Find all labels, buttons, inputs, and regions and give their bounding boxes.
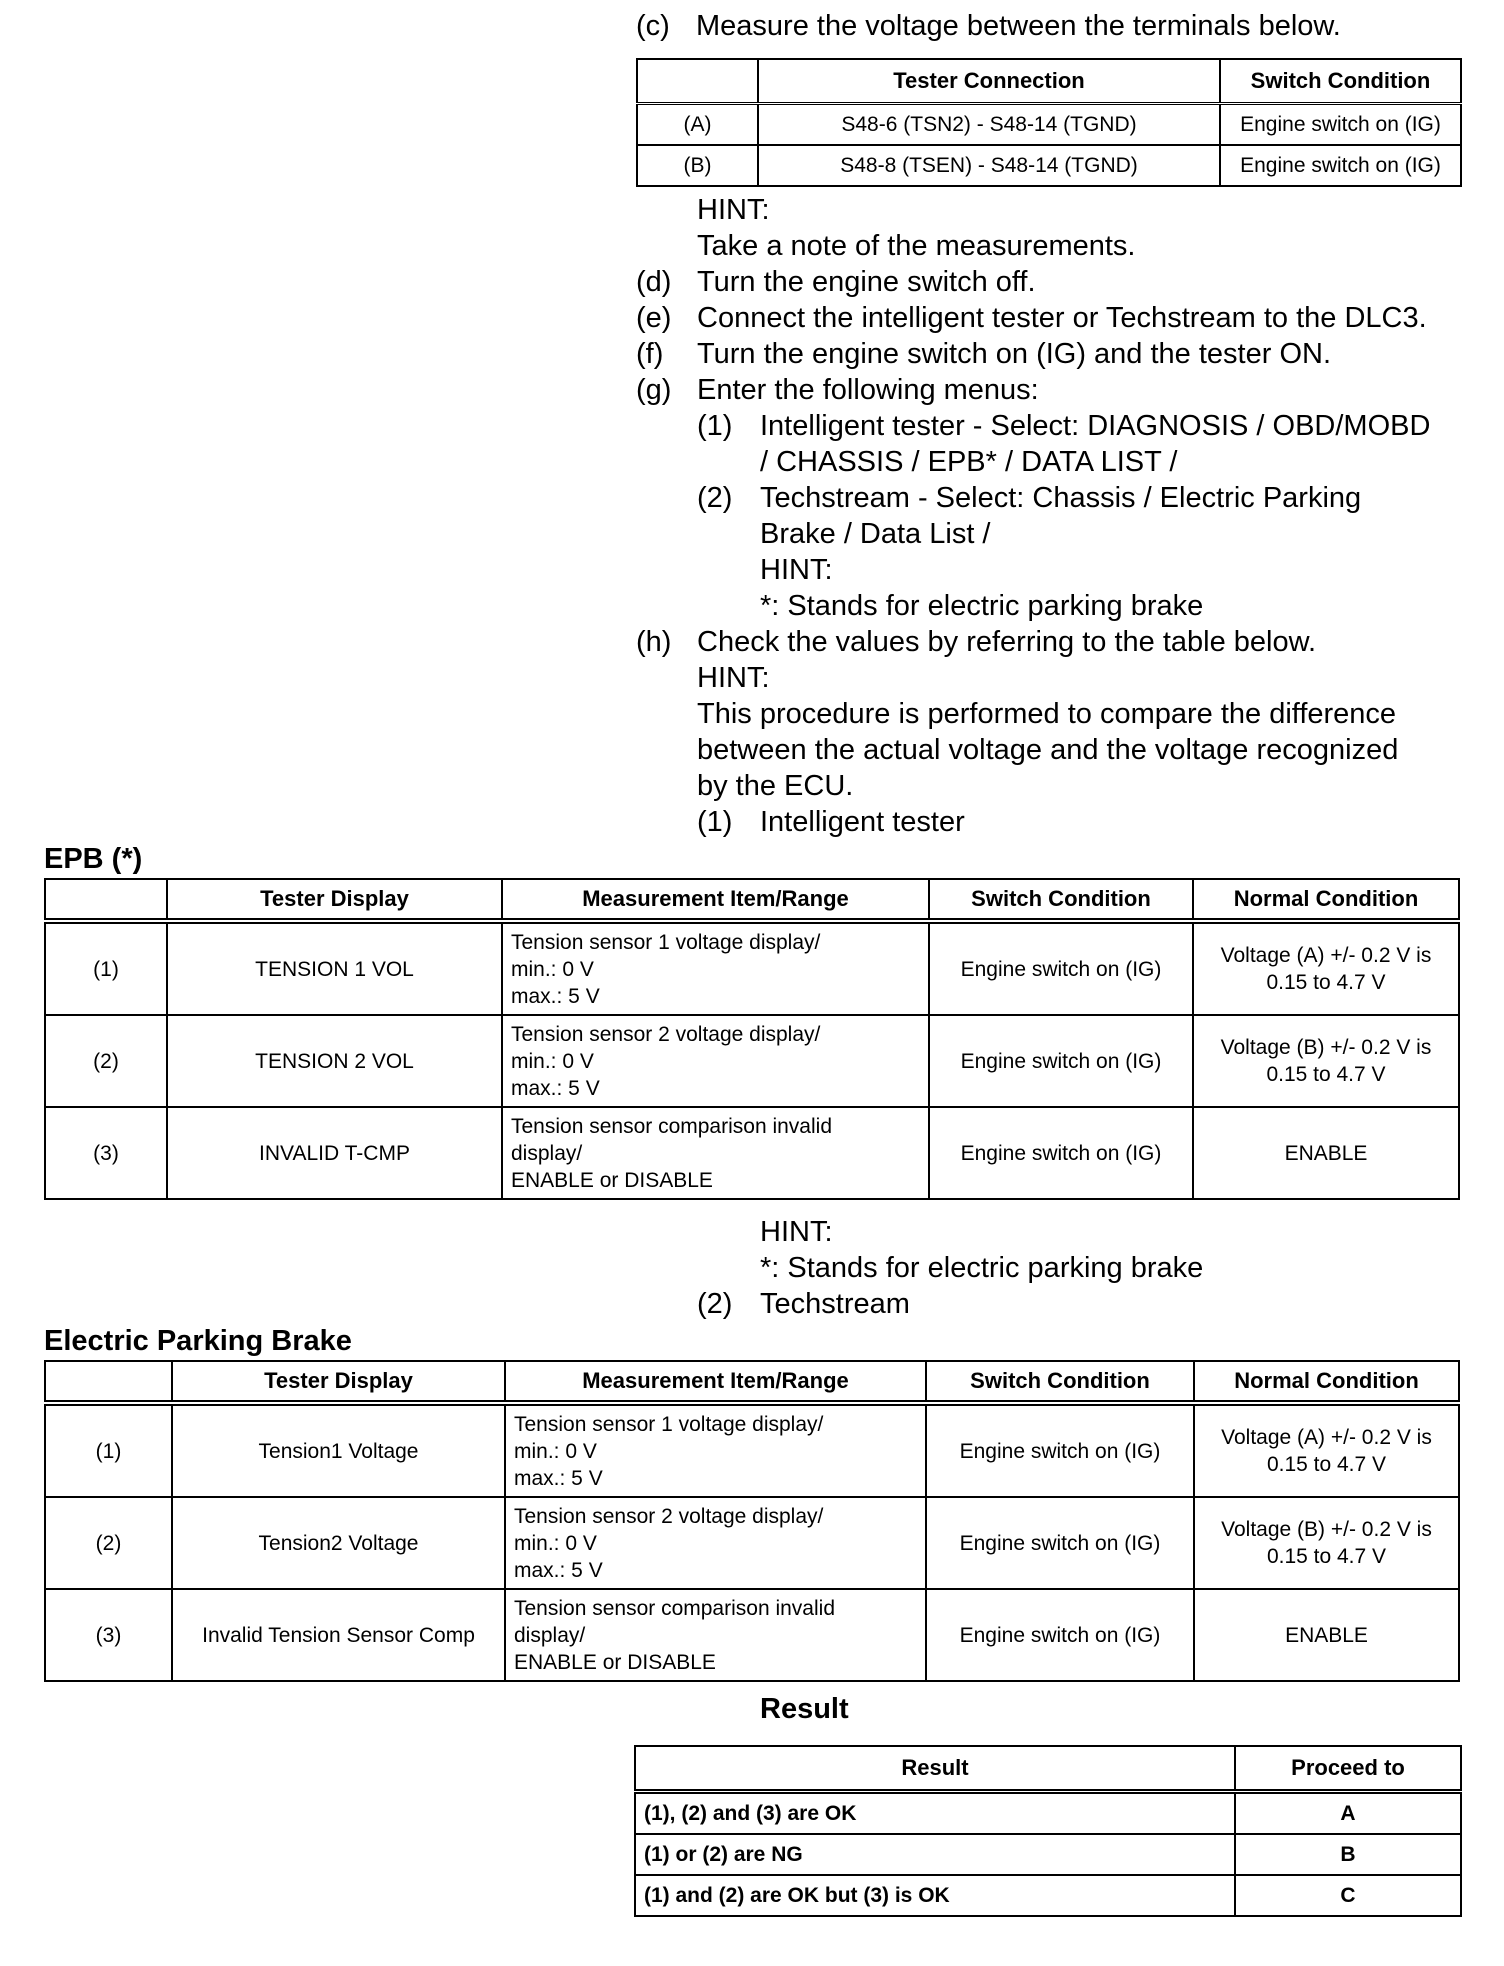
table-row	[635, 1792, 1461, 1835]
step-g-marker: (g)	[636, 374, 672, 406]
table-header-row	[45, 879, 1459, 921]
step-g-text: Enter the following menus:	[697, 374, 1039, 406]
sub-marker: (1)	[697, 806, 733, 838]
table-row	[637, 104, 1461, 146]
electric-parking-brake-title: Electric Parking Brake	[44, 1325, 352, 1357]
table-cell: Voltage (B) +/- 0.2 V is 0.15 to 4.7 V	[1193, 1015, 1459, 1107]
step-c	[636, 8, 1341, 44]
column-header: Result	[635, 1746, 1235, 1792]
step-c-text: Measure the voltage between the terminals below.	[696, 10, 1341, 42]
table-cell: ENABLE	[1194, 1589, 1459, 1681]
step-g-sub2	[697, 480, 1361, 516]
hint-text: between the actual voltage and the voltage recognized	[697, 734, 1399, 766]
table-cell: Engine switch on (IG)	[926, 1589, 1194, 1681]
epb-table-title: EPB (*)	[44, 843, 143, 875]
table-cell: (3)	[45, 1107, 167, 1199]
table-row	[635, 1834, 1461, 1875]
hint-label: HINT:	[760, 1216, 833, 1248]
hint-label: HINT:	[697, 194, 770, 226]
table-row	[45, 1107, 1459, 1199]
table-row	[635, 1875, 1461, 1916]
table-cell: Engine switch on (IG)	[929, 1107, 1193, 1199]
table-row	[45, 1497, 1459, 1589]
table-header-row	[45, 1361, 1459, 1403]
table-cell: TENSION 2 VOL	[167, 1015, 502, 1107]
table-cell: Voltage (A) +/- 0.2 V is 0.15 to 4.7 V	[1194, 1403, 1459, 1497]
column-header	[45, 1361, 172, 1403]
table-cell: (1) and (2) are OK but (3) is OK	[635, 1875, 1235, 1916]
sub-text: Techstream	[760, 1288, 910, 1320]
table-cell: Tension sensor 2 voltage display/ min.: 0 V max.: 5 V	[502, 1015, 929, 1107]
column-header: Switch Condition	[926, 1361, 1194, 1403]
step-g	[636, 372, 1039, 408]
column-header: Tester Connection	[758, 59, 1220, 104]
step-d-text: Turn the engine switch off.	[697, 266, 1036, 298]
step-d	[636, 264, 1036, 300]
step-e-marker: (e)	[636, 302, 672, 334]
table-cell: TENSION 1 VOL	[167, 921, 502, 1015]
sub-text-continued: Brake / Data List /	[760, 518, 991, 550]
table-cell: ENABLE	[1193, 1107, 1459, 1199]
table-cell: S48-6 (TSN2) - S48-14 (TGND)	[758, 104, 1220, 146]
step-d-marker: (d)	[636, 266, 672, 298]
step-f	[636, 336, 1331, 372]
step-h-text: Check the values by referring to the table below.	[697, 626, 1317, 658]
table-cell: (1), (2) and (3) are OK	[635, 1792, 1235, 1835]
table-cell: A	[1235, 1792, 1461, 1835]
table-cell: Engine switch on (IG)	[1220, 145, 1461, 186]
table-header-row	[637, 59, 1461, 104]
table-cell: (B)	[637, 145, 758, 186]
step-h-marker: (h)	[636, 626, 672, 658]
table-cell: S48-8 (TSEN) - S48-14 (TGND)	[758, 145, 1220, 186]
hint-text: Take a note of the measurements.	[697, 230, 1136, 262]
table-cell: Engine switch on (IG)	[929, 921, 1193, 1015]
sub-marker: (2)	[697, 482, 733, 514]
sub-text: Intelligent tester	[760, 806, 965, 838]
techstream-step	[697, 1286, 910, 1322]
hint-text: This procedure is performed to compare the difference	[697, 698, 1397, 730]
sub-text: Intelligent tester - Select: DIAGNOSIS / OBD/MOBD	[760, 410, 1431, 442]
step-g-sub1	[697, 408, 1430, 444]
table-cell: Engine switch on (IG)	[926, 1403, 1194, 1497]
table-cell: Tension sensor 2 voltage display/ min.: 0 V max.: 5 V	[505, 1497, 926, 1589]
hint-text: *: Stands for electric parking brake	[760, 1252, 1204, 1284]
column-header: Tester Display	[172, 1361, 505, 1403]
sub-marker: (1)	[697, 410, 733, 442]
step-h	[636, 624, 1316, 660]
table-cell: C	[1235, 1875, 1461, 1916]
table-cell: Engine switch on (IG)	[929, 1015, 1193, 1107]
table-cell: Tension2 Voltage	[172, 1497, 505, 1589]
hint-text: *: Stands for electric parking brake	[760, 590, 1204, 622]
sub-text-continued: / CHASSIS / EPB* / DATA LIST /	[760, 446, 1178, 478]
table-header-row	[635, 1746, 1461, 1792]
table-cell: Tension sensor 1 voltage display/ min.: 0 V max.: 5 V	[502, 921, 929, 1015]
column-header: Tester Display	[167, 879, 502, 921]
table-row	[45, 921, 1459, 1015]
step-h-sub1	[697, 804, 965, 840]
hint-label: HINT:	[697, 662, 770, 694]
table-cell: Tension sensor comparison invalid display/ ENABLE or DISABLE	[505, 1589, 926, 1681]
tester-connection-table	[636, 58, 1462, 187]
table-cell: (2)	[45, 1015, 167, 1107]
table-row	[45, 1403, 1459, 1497]
step-c-marker: (c)	[636, 10, 670, 42]
column-header	[45, 879, 167, 921]
column-header	[637, 59, 758, 104]
column-header: Proceed to	[1235, 1746, 1461, 1792]
table-cell: Voltage (A) +/- 0.2 V is 0.15 to 4.7 V	[1193, 921, 1459, 1015]
column-header: Normal Condition	[1193, 879, 1459, 921]
table-cell: INVALID T-CMP	[167, 1107, 502, 1199]
table-cell: (1)	[45, 921, 167, 1015]
table-cell: Tension sensor 1 voltage display/ min.: 0 V max.: 5 V	[505, 1403, 926, 1497]
step-f-text: Turn the engine switch on (IG) and the tester ON.	[697, 338, 1332, 370]
step-e	[636, 300, 1427, 336]
table-cell: (A)	[637, 104, 758, 146]
column-header: Measurement Item/Range	[502, 879, 929, 921]
table-cell: Voltage (B) +/- 0.2 V is 0.15 to 4.7 V	[1194, 1497, 1459, 1589]
column-header: Measurement Item/Range	[505, 1361, 926, 1403]
table-cell: Tension sensor comparison invalid display/ ENABLE or DISABLE	[502, 1107, 929, 1199]
step-f-marker: (f)	[636, 338, 664, 370]
table-cell: (1)	[45, 1403, 172, 1497]
column-header: Switch Condition	[929, 879, 1193, 921]
table-row	[45, 1589, 1459, 1681]
table-row	[45, 1015, 1459, 1107]
table-cell: (3)	[45, 1589, 172, 1681]
column-header: Normal Condition	[1194, 1361, 1459, 1403]
table-cell: Tension1 Voltage	[172, 1403, 505, 1497]
table-cell: Invalid Tension Sensor Comp	[172, 1589, 505, 1681]
table-cell: (1) or (2) are NG	[635, 1834, 1235, 1875]
hint-label: HINT:	[760, 554, 833, 586]
step-e-text: Connect the intelligent tester or Techstream to the DLC3.	[697, 302, 1427, 334]
hint-text: by the ECU.	[697, 770, 854, 802]
table-cell: Engine switch on (IG)	[926, 1497, 1194, 1589]
table-cell: B	[1235, 1834, 1461, 1875]
column-header: Switch Condition	[1220, 59, 1461, 104]
result-table	[634, 1745, 1462, 1917]
result-title: Result	[760, 1693, 849, 1725]
sub-text: Techstream - Select: Chassis / Electric Parking	[760, 482, 1362, 514]
table-row	[637, 145, 1461, 186]
electric-parking-brake-table	[44, 1360, 1460, 1682]
table-cell: (2)	[45, 1497, 172, 1589]
sub-marker: (2)	[697, 1288, 733, 1320]
table-cell: Engine switch on (IG)	[1220, 104, 1461, 146]
epb-data-table	[44, 878, 1460, 1200]
